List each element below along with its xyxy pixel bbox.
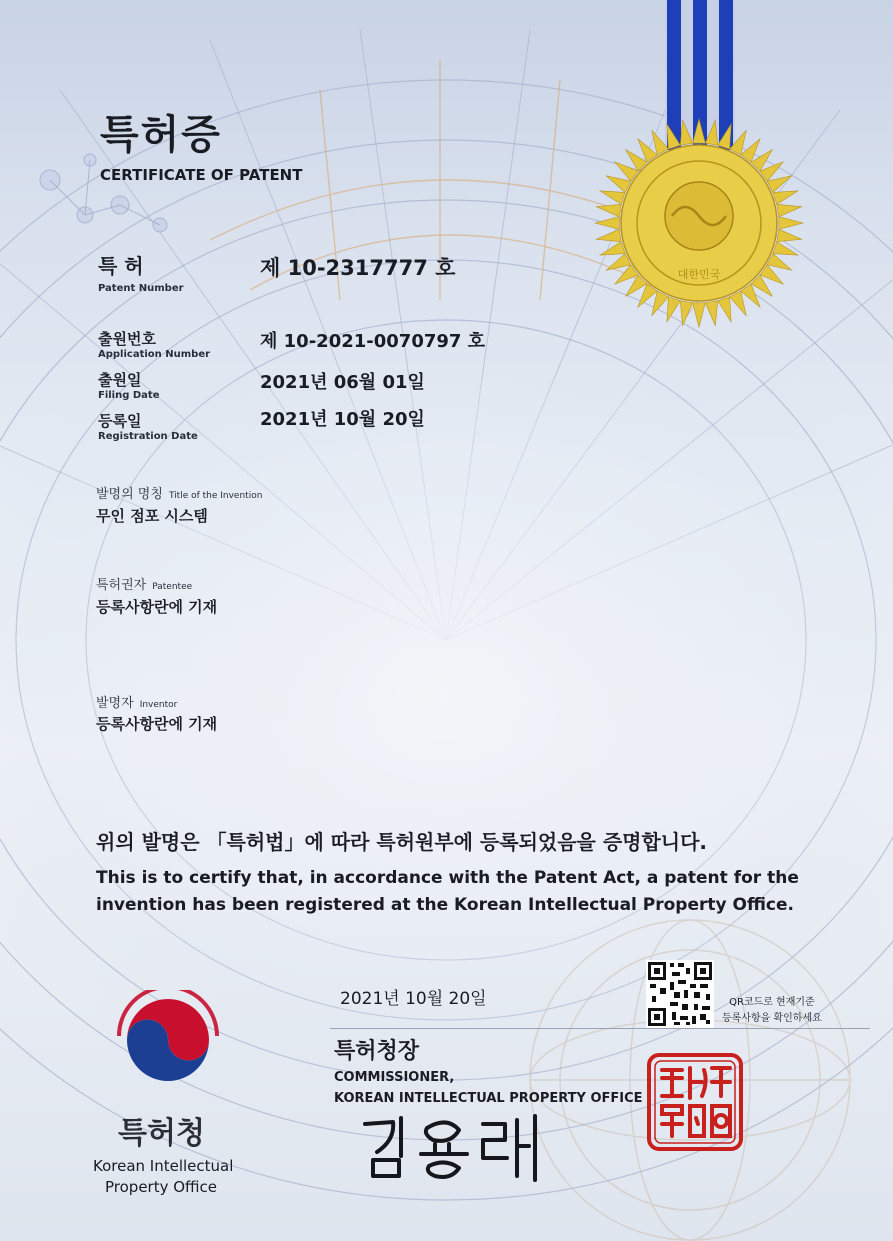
seal-ray bbox=[718, 297, 731, 322]
application-number: 제 10-2021-0070797 호 bbox=[260, 331, 486, 352]
qr-note-line1: QR코드로 현재기준 bbox=[729, 997, 815, 1008]
registration-label-en: Registration Date bbox=[98, 431, 198, 442]
seal-ray bbox=[730, 130, 747, 155]
seal-ray bbox=[705, 301, 717, 326]
patentee-label bbox=[96, 574, 192, 593]
seal-ray bbox=[680, 301, 692, 326]
commissioner-en-line2: KOREAN INTELLECTUAL PROPERTY OFFICE bbox=[334, 1091, 643, 1106]
office-name-en-line1: Korean Intellectual bbox=[93, 1157, 234, 1175]
filing-label-en: Filing Date bbox=[98, 390, 160, 401]
seal-ray bbox=[773, 191, 798, 204]
seal-ray bbox=[652, 130, 669, 155]
issue-date: 2021년 10월 20일 bbox=[340, 989, 487, 1009]
seal-ray bbox=[596, 204, 621, 216]
inventor-label bbox=[96, 692, 177, 711]
seal-ray bbox=[606, 254, 631, 271]
commissioner-en-line1: COMMISSIONER, bbox=[334, 1070, 455, 1085]
seal-ray bbox=[730, 291, 747, 316]
application-label-ko: 출원번호 bbox=[98, 330, 156, 348]
patent-number-label-en: Patent Number bbox=[98, 283, 184, 294]
invention-title-label-ko: 발명의 명칭 bbox=[96, 487, 163, 502]
seal-ray bbox=[777, 204, 802, 216]
patent-number-label-ko: 특 허 bbox=[98, 254, 144, 278]
application-number-label bbox=[98, 328, 210, 360]
filing-label-ko: 출원일 bbox=[98, 371, 142, 389]
seal-ray bbox=[779, 217, 803, 230]
seal-ray bbox=[595, 217, 619, 230]
seal-ray bbox=[600, 242, 625, 255]
seal-ray bbox=[693, 119, 706, 143]
patentee-label-ko: 특허권자 bbox=[96, 578, 147, 593]
divider bbox=[330, 1028, 870, 1029]
gold-seal-text: 대한민국 bbox=[677, 268, 721, 281]
registration-date-label bbox=[98, 410, 198, 442]
kipo-logo-icon bbox=[113, 990, 223, 1090]
patentee-label-en: Patentee bbox=[152, 582, 193, 592]
inventor: 등록사항란에 기재 bbox=[96, 715, 218, 733]
seal-ray bbox=[596, 229, 621, 241]
patent-number: 제 10-2317777 호 bbox=[260, 256, 456, 280]
inventor-label-en: Inventor bbox=[139, 700, 178, 710]
seal-ray bbox=[600, 191, 625, 204]
seal-ray bbox=[680, 120, 692, 145]
signature bbox=[355, 1110, 555, 1185]
seal-ray bbox=[693, 303, 706, 327]
registration-label-ko: 등록일 bbox=[98, 412, 142, 430]
invention-title-label bbox=[96, 483, 262, 502]
office-name-ko: 특허청 bbox=[118, 1116, 205, 1151]
certificate-title-ko: 특허증 bbox=[100, 112, 222, 158]
statement-en-line2: invention has been registered at the Korean Intellectual Property Office. bbox=[96, 895, 794, 915]
qr-note bbox=[722, 995, 822, 1027]
seal-ray bbox=[667, 124, 680, 149]
statement-ko: 위의 발명은 「특허법」에 따라 특허원부에 등록되었음을 증명합니다. bbox=[96, 830, 708, 854]
seal-ray bbox=[767, 254, 792, 271]
seal-ray bbox=[773, 242, 798, 255]
seal-ray bbox=[718, 124, 731, 149]
statement-en-line1: This is to certify that, in accordance with the Patent Act, a patent for the bbox=[96, 868, 799, 888]
registration-date: 2021년 10월 20일 bbox=[260, 409, 425, 430]
seal-ray bbox=[652, 291, 669, 316]
patentee: 등록사항란에 기재 bbox=[96, 598, 218, 616]
qr-note-line2: 등록사항을 확인하세요 bbox=[722, 1013, 822, 1024]
filing-date-label bbox=[98, 369, 159, 401]
seal-ray bbox=[705, 120, 717, 145]
qr-code[interactable] bbox=[646, 960, 714, 1028]
commissioner-ko: 특허청장 bbox=[334, 1039, 420, 1064]
seal-ray bbox=[777, 229, 802, 241]
office-name-en-line2: Property Office bbox=[105, 1178, 218, 1196]
seal-ray bbox=[606, 176, 631, 193]
official-red-stamp bbox=[646, 1052, 744, 1152]
seal-ray bbox=[767, 176, 792, 193]
patent-number-label bbox=[98, 250, 184, 294]
filing-date: 2021년 06월 01일 bbox=[260, 372, 425, 393]
gold-seal bbox=[592, 116, 807, 331]
invention-title-label-en: Title of the Invention bbox=[168, 491, 263, 501]
certificate-title-en: CERTIFICATE OF PATENT bbox=[100, 166, 303, 184]
invention-title: 무인 점포 시스템 bbox=[96, 507, 208, 525]
inventor-label-ko: 발명자 bbox=[96, 696, 134, 711]
seal-ray bbox=[667, 297, 680, 322]
application-label-en: Application Number bbox=[98, 349, 211, 360]
